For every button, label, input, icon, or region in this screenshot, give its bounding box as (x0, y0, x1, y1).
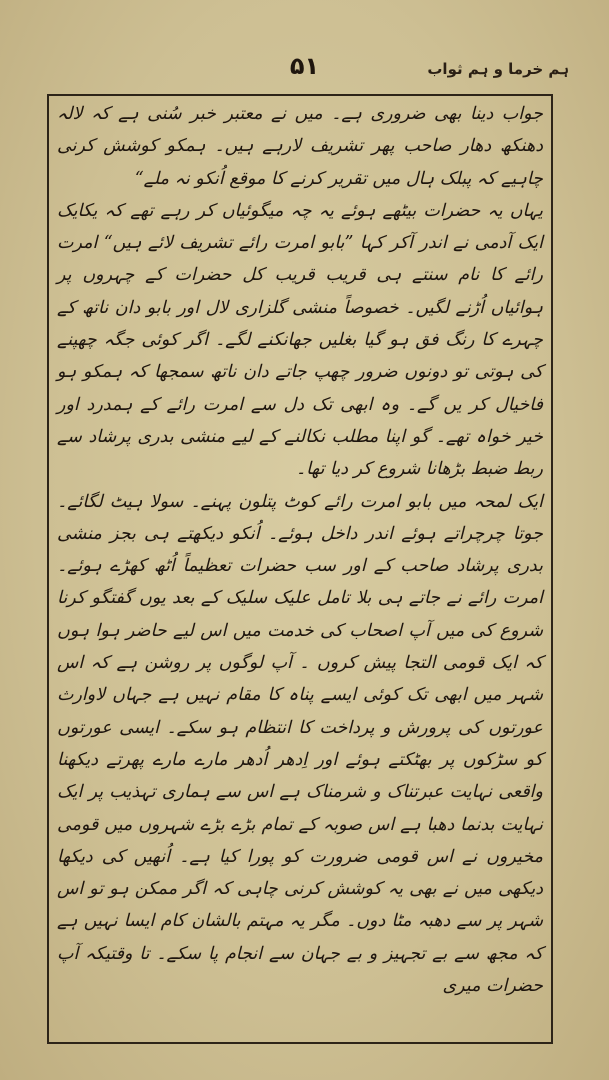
text-frame (47, 94, 553, 1044)
page-header (40, 52, 569, 92)
paragraph-3: ایک لمحہ میں بابو امرت رائے کوٹ پتلون پہنے۔ سولا ہیٹ لگائے۔ جوتا چرچراتے ہوئے اندر داخل ہوئے۔ اُنکو دیکھتے ہی بجز منشی بدری پرشاد صاحب کے اور سب حضرات تعظیماً اُٹھ کھڑے ہوئے۔ امرت رائے نے جاتے ہی بلا تامل علیک سلیک کے بعد یوں گفتگو کرنا شروع کی میں آپ اصحاب کی خدمت میں اس لیے حاضر ہوا ہوں کہ ایک قومی التجا پیش کروں ۔ آپ لوگوں پر روشن ہے کہ اس شہر میں ابھی تک کوئی ایسے پناہ کا مقام نہیں ہے جہاں لاوارث عورتوں کی پرورش و پرداخت کا انتظام ہو سکے۔ ایسی عورتوں کو سڑکوں پر بھٹکتے ہوئے اور اِدھر اُدھر مارے مارے پھرتے دیکھنا واقعی نہایت عبرتناک و شرمناک ہے اس سے ہماری تہذیب پر ایک نہایت بدنما دھبا ہے اس صوبہ کے تمام بڑے بڑے شہروں میں قومی مخیروں نے اس قومی ضرورت کو پورا کیا ہے۔ اُنھیں کی دیکھا دیکھی میں نے بھی یہ کوشش کرنی چاہی کہ اگر ممکن ہو تو اس شہر پر سے دھبہ مٹا دوں۔ مگر یہ مہتم بالشان کام ایسا نہیں ہے کہ مجھ سے بے تجہیز و بے جہان سے انجام پا سکے۔ تا وقتیکہ آپ حضرات میری (57, 491, 543, 997)
page-number: ۵۱ (289, 52, 320, 80)
running-head: ہم خرما و ہم ثواب (427, 60, 569, 78)
paragraph-1: جواب دینا بھی ضروری ہے۔ میں نے معتبر خبر سُنی ہے کہ لالہ دھنکھ دھار صاحب پھر تشریف لارہے ہیں۔ ہمکو کوشش کرنی چاہیے کہ پبلک ہال میں تقریر کرنے کا موقع اُنکو نہ ملے“ (57, 104, 543, 189)
body-text (57, 98, 543, 1038)
paragraph-2: یہاں یہ حضرات بیٹھے ہوئے یہ چہ میگوئیاں کر رہے تھے کہ یکایک ایک آدمی نے اندر آکر کہا ”بابو امرت رائے تشریف لائے ہیں“ امرت رائے کا نام سنتے ہی قریب قریب کل حضرات کے چہروں پر ہوائیاں اُڑنے لگیں۔ خصوصاً منشی گلزاری لال اور بابو دان ناتھ کے چہرے کا رنگ فق ہو گیا بغلیں جھانکنے لگے۔ اگر کوئی جگہ چھپنے کی ہوتی تو دونوں ضرور چھپ جاتے دان ناتھ سمجھا کہ ہمکو ہو فاخیال کر یں گے۔ وہ ابھی تک دل سے امرت رائے کے ہمدرد اور خیر خواہ تھے۔ گو اپنا مطلب نکالنے کے لیے منشی بدری پرشاد سے ربط ضبط بڑھانا شروع کر دیا تھا۔ (57, 200, 543, 480)
